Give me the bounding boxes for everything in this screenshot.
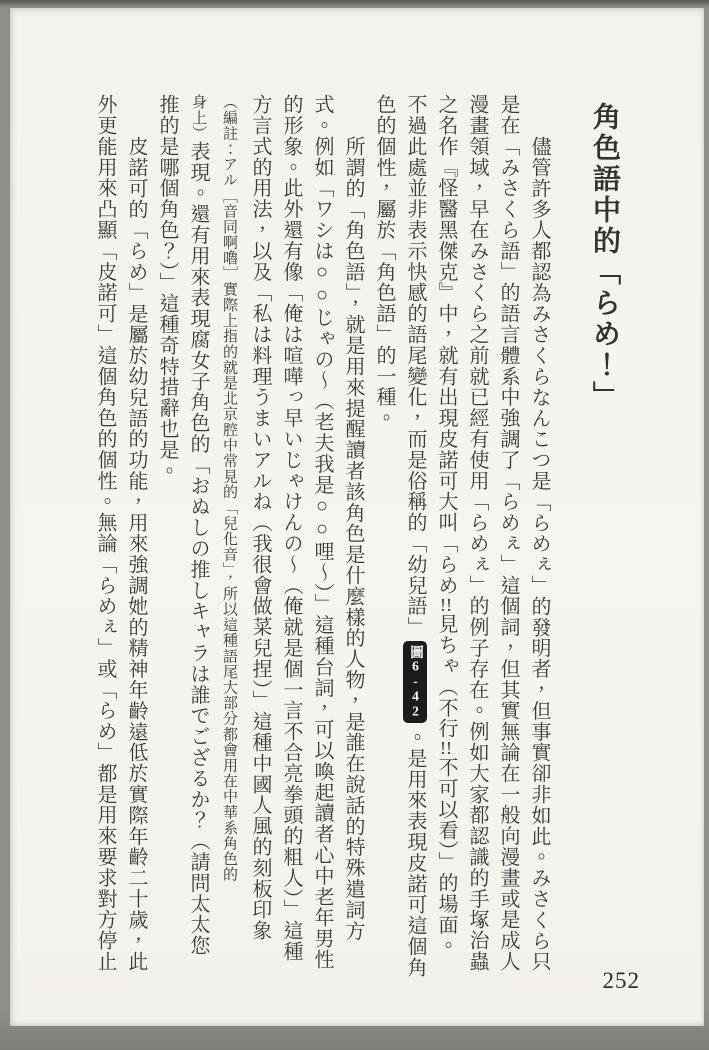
text-segment: 不可以看）」的場面。: [435, 757, 457, 957]
text-column: [89, 94, 120, 986]
text-column: [213, 94, 244, 986]
chapter-title: 角色語中的「らめ！」: [589, 102, 620, 412]
text-segment: 。是用來表現皮諾可這個角: [404, 726, 426, 978]
text-segment: 色的個性，屬於「角色語」的一種。: [373, 94, 395, 429]
text-segment: 漫畫領域，早在みさくら之前就已經有使用「らめぇ」的例子存在。例如大家都認識的手塚治蟲: [466, 94, 488, 972]
text-segment: 方言式的用法，以及「私は料理うまいアルね（我很會做菜兒捏）」這種中國人風的刻板印象: [249, 94, 271, 941]
text-column: [399, 94, 430, 986]
text-segment: !!: [440, 739, 452, 758]
text-column: [492, 94, 523, 986]
text-segment: 之名作『怪醫黑傑克』中，就有出現皮諾可大叫「らめ: [435, 94, 457, 596]
figure-ref-badge: 圖6-42: [403, 641, 427, 723]
text-segment: 儘管許多人都認為みさくらなんこつ是「らめぇ」的發明者，但事實卻非如此。みさくら只: [528, 136, 550, 972]
text-column: [306, 94, 337, 986]
text-column: [275, 94, 306, 986]
text-segment: 皮諾可的「らめ」是屬於幼兒語的功能，用來強調她的精神年齡遠低於實際年齡二十歲，此: [125, 136, 147, 972]
text-segment: 式。例如「ワシは○○じゃの〜（老夫我是○○哩〜）」這種台詞，可以喚起讀者心中老年男性: [311, 94, 333, 970]
page-number: 252: [602, 968, 640, 993]
text-segment: 是在「みさくら語」的語言體系中強調了「らめぇ」這個詞，但其實無論在一般向漫畫或是成人: [497, 94, 519, 972]
text-column: [368, 94, 399, 986]
text-segment: 外更能用來凸顯「皮諾可」這個角色的個性。無論「らめぇ」或「らめ」都是用來要求對方停止: [94, 94, 116, 972]
text-segment: （編註：アル［音同啊嚕］實際上指的就是北京腔中常見的「兒化音」，所以這種語尾大部分都會用在中華系角色的: [221, 94, 237, 883]
book-page: [10, 8, 704, 1026]
text-segment: 的形象。此外還有像「俺は喧嘩っ早いじゃけんの〜（俺就是個一言不合亮拳頭的粗人）」這種: [280, 94, 302, 962]
text-segment: 所謂的「角色語」，就是用來提醒讀者該角色是什麼樣的人物，是誰在說話的特殊遣詞方: [342, 136, 364, 942]
text-segment: 表現。還有用來表現腐女子角色的「おぬしの推しキャラは誰でござるか？（請問太太您: [187, 140, 209, 956]
text-column: [151, 94, 182, 986]
text-block: [89, 94, 628, 986]
text-segment: 不過此處並非表示快感的語尾變化，而是俗稱的「幼兒語」: [404, 94, 426, 638]
text-column: [461, 94, 492, 986]
text-column: [244, 94, 275, 986]
text-column: [337, 94, 368, 986]
text-column: [182, 94, 213, 986]
text-column: [120, 94, 151, 986]
text-column: [523, 94, 554, 986]
text-segment: 見ちゃ（不行: [435, 613, 457, 740]
text-segment: 身上）: [190, 94, 206, 141]
text-segment: 推的是哪個角色？）」這種奇特措辭也是。: [156, 94, 178, 482]
text-column: [430, 94, 461, 986]
text-segment: !!: [440, 595, 452, 614]
